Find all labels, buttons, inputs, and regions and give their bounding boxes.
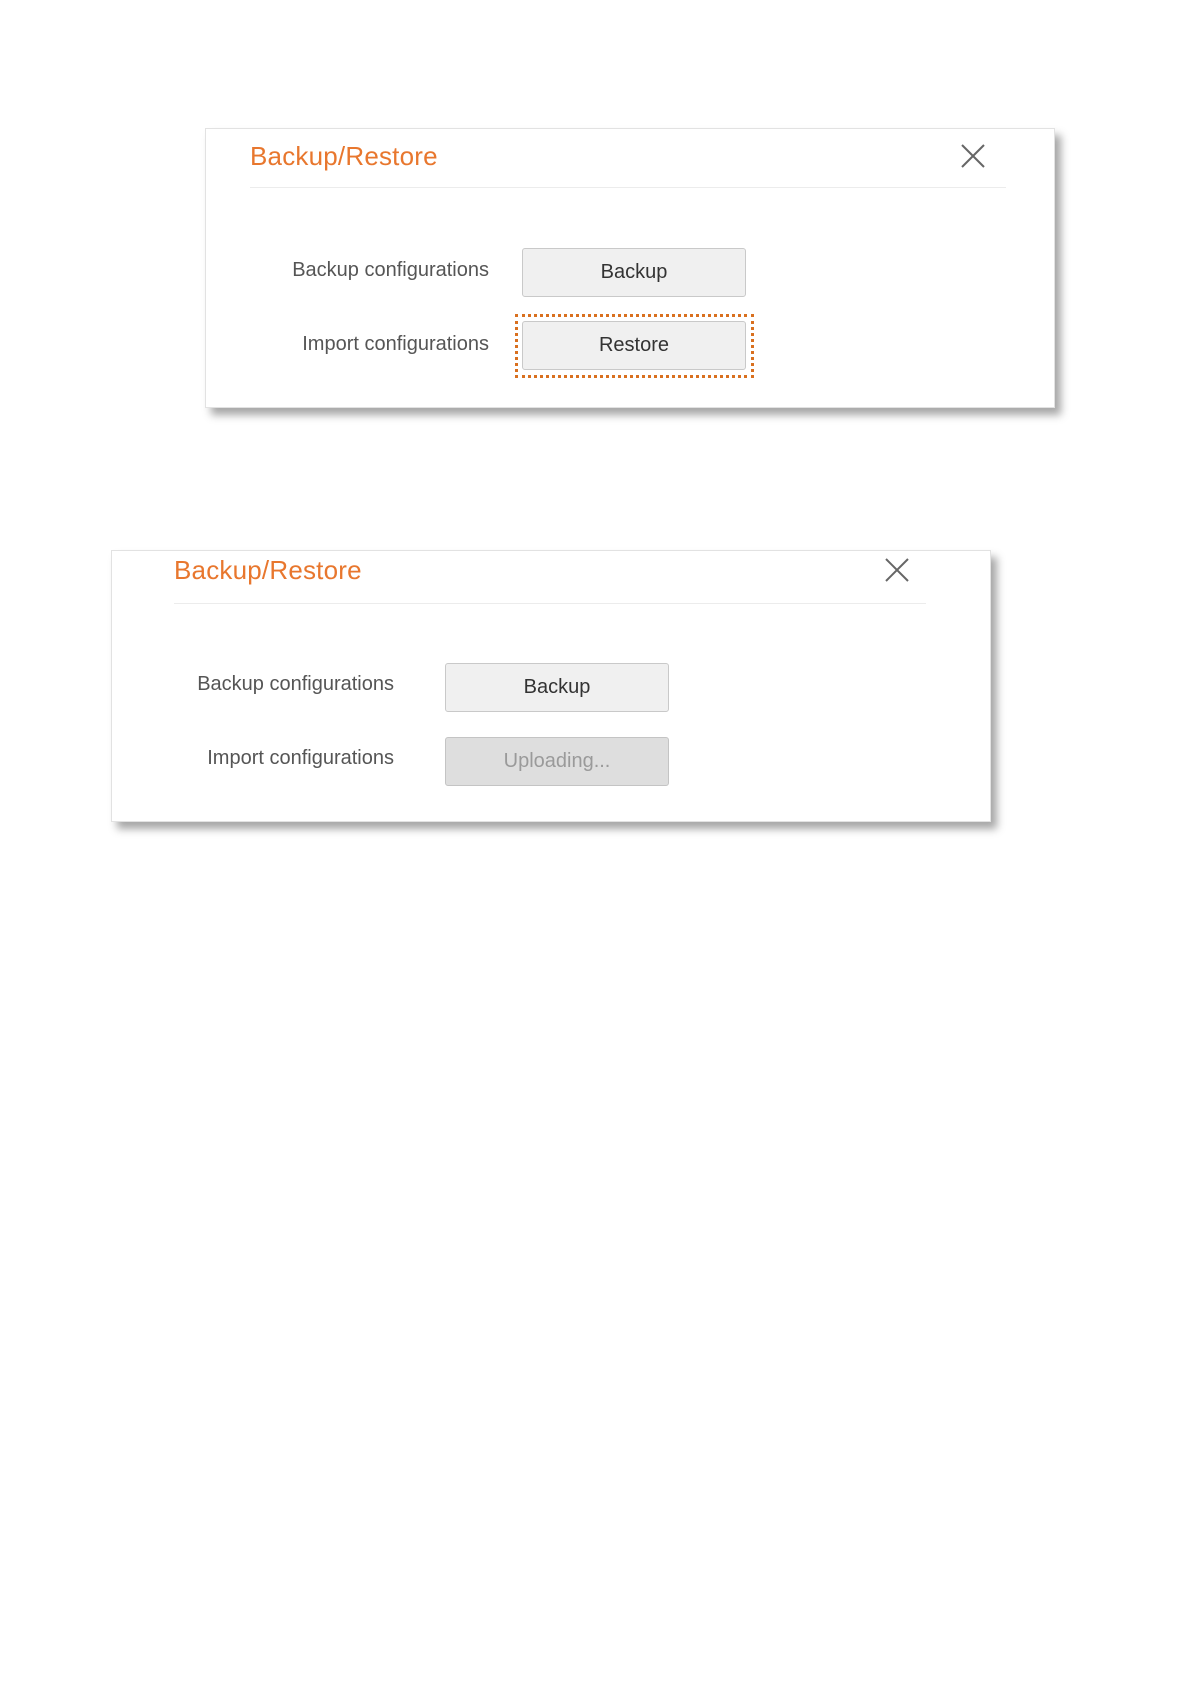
close-icon[interactable] [884, 557, 910, 583]
title-divider [250, 187, 1006, 188]
backup-restore-dialog-uploading [111, 550, 991, 822]
backup-configurations-label: Backup configurations [197, 673, 394, 695]
backup-button[interactable]: Backup [445, 663, 669, 712]
backup-restore-dialog [205, 128, 1055, 408]
restore-button[interactable]: Restore [522, 321, 746, 370]
backup-button[interactable]: Backup [522, 248, 746, 297]
title-divider [174, 603, 926, 604]
uploading-button: Uploading... [445, 737, 669, 786]
close-icon[interactable] [960, 143, 986, 169]
dialog-title: Backup/Restore [250, 141, 438, 171]
dialog-title: Backup/Restore [174, 555, 362, 585]
import-configurations-label: Import configurations [302, 333, 489, 355]
import-configurations-label: Import configurations [207, 747, 394, 769]
backup-configurations-label: Backup configurations [292, 259, 489, 281]
